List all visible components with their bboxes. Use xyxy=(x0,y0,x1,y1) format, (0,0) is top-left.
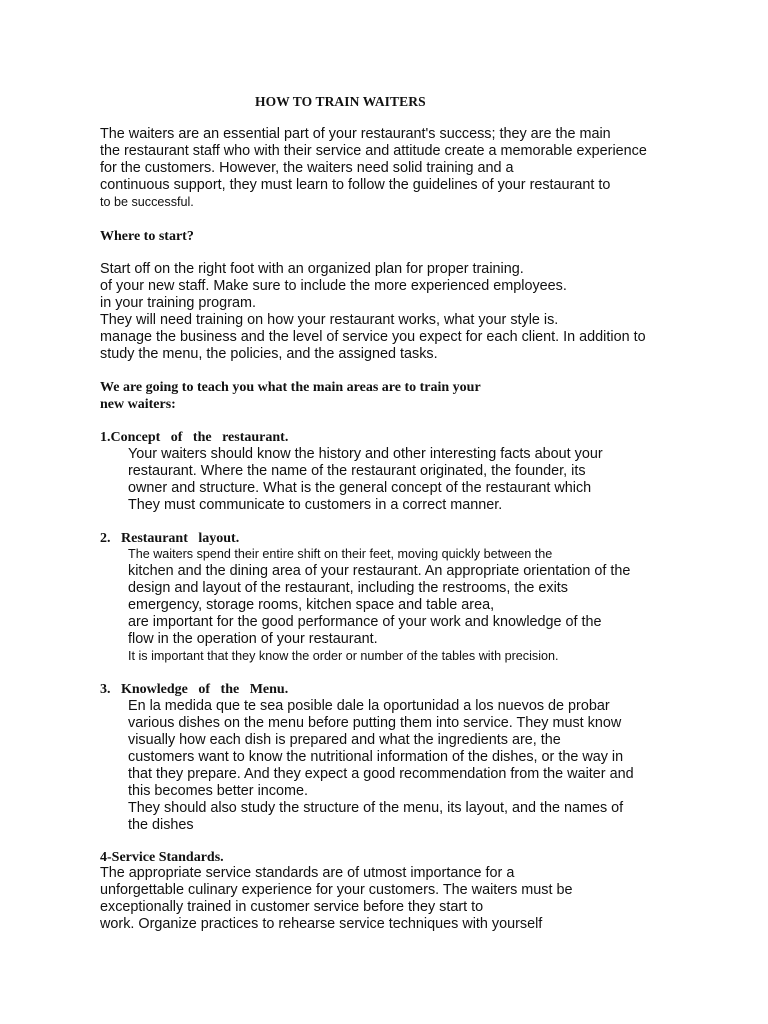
section2-line: It is important that they know the order or number of the tables with precision. xyxy=(128,649,559,663)
areas-heading xyxy=(100,379,700,413)
section2-line: emergency, storage rooms, kitchen space and table area, xyxy=(128,597,495,613)
section3-line: visually how each dish is prepared and what the ingredients are, the xyxy=(128,732,561,748)
where-line: in your training program. xyxy=(100,295,256,311)
section3-line: this becomes better income. xyxy=(128,783,308,799)
section4-line: work. Organize practices to rehearse service techniques with yourself xyxy=(100,916,543,932)
document-title: HOW TO TRAIN WAITERS xyxy=(255,94,426,109)
section3-line: that they prepare. And they expect a good recommendation from the waiter and xyxy=(128,766,634,782)
where-line: They will need training on how your restaurant works, what your style is. xyxy=(100,312,559,328)
section2-heading: 2. Restaurant layout. xyxy=(100,531,240,546)
section3-line: En la medida que te sea posible dale la oportunidad a los nuevos de probar xyxy=(128,698,610,714)
section4-line: unforgettable culinary experience for your customers. The waiters must be xyxy=(100,882,573,898)
where-paragraph xyxy=(100,261,700,363)
section4-heading: 4-Service Standards. xyxy=(100,850,224,865)
section1-line: owner and structure. What is the general concept of the restaurant which xyxy=(128,480,592,496)
section3-line: various dishes on the menu before putting them into service. They must know xyxy=(128,715,622,731)
section2-line: design and layout of the restaurant, including the restrooms, the exits xyxy=(128,580,568,596)
section1-line: Your waiters should know the history and other interesting facts about your xyxy=(128,446,603,462)
intro-line: the restaurant staff who with their service and attitude create a memorable experience xyxy=(100,143,647,159)
section2-line: The waiters spend their entire shift on their feet, moving quickly between the xyxy=(128,547,553,561)
intro-paragraph xyxy=(100,126,700,211)
section3-line: They should also study the structure of the menu, its layout, and the names of xyxy=(128,800,624,816)
section2-line: kitchen and the dining area of your restaurant. An appropriate orientation of the xyxy=(128,563,631,579)
intro-line: continuous support, they must learn to follow the guidelines of your restaurant to xyxy=(100,177,611,193)
intro-line: to be successful. xyxy=(100,195,194,209)
section1-line: They must communicate to customers in a correct manner. xyxy=(128,497,503,513)
where-heading: Where to start? xyxy=(100,229,194,244)
section3-body xyxy=(100,698,728,834)
section4-line: The appropriate service standards are of utmost importance for a xyxy=(100,865,515,881)
areas-heading-line: We are going to teach you what the main areas are to train your xyxy=(100,380,481,395)
section1-body xyxy=(100,446,728,514)
section2-body xyxy=(100,546,728,665)
where-line: study the menu, the policies, and the assigned tasks. xyxy=(100,346,438,362)
section2-line: are important for the good performance of your work and knowledge of the xyxy=(128,614,602,630)
section3-line: the dishes xyxy=(128,817,194,833)
section4-line: exceptionally trained in customer service before they start to xyxy=(100,899,484,915)
where-line: manage the business and the level of service you expect for each client. In addition to xyxy=(100,329,646,345)
section4-body xyxy=(100,865,700,933)
section1-line: restaurant. Where the name of the restaurant originated, the founder, its xyxy=(128,463,586,479)
section3-line: customers want to know the nutritional information of the dishes, or the way in xyxy=(128,749,624,765)
section1-heading: 1.Concept of the restaurant. xyxy=(100,430,289,445)
section2-line: flow in the operation of your restaurant. xyxy=(128,631,378,647)
section3-heading: 3. Knowledge of the Menu. xyxy=(100,682,289,697)
intro-line: for the customers. However, the waiters need solid training and a xyxy=(100,160,514,176)
areas-heading-line: new waiters: xyxy=(100,397,176,412)
intro-line: The waiters are an essential part of your restaurant's success; they are the main xyxy=(100,126,611,142)
where-line: Start off on the right foot with an organized plan for proper training. xyxy=(100,261,524,277)
where-line: of your new staff. Make sure to include the more experienced employees. xyxy=(100,278,567,294)
